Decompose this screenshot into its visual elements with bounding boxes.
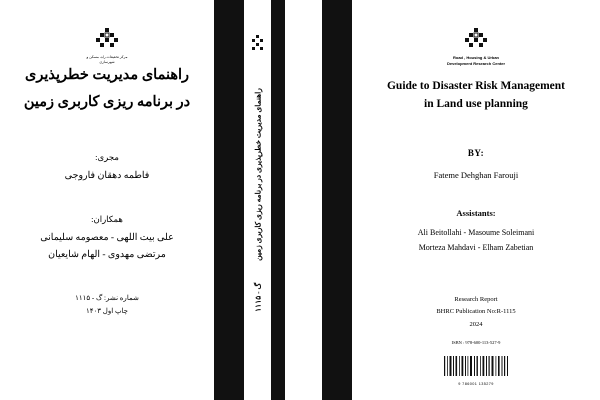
cover-band-right [322,0,352,400]
front-assistants-label: Assistants: [456,208,496,218]
front-publication-number: BHRC Publication No:R-1115 [436,308,516,316]
book-spine [244,0,271,400]
spine-emblem-icon [250,34,266,54]
back-assistants-line-1: علی بیت اللهی - معصومه سلیمانی [40,233,174,243]
front-logo-caption-line-1: Road , Housing & Urban [453,55,499,60]
front-title-line-1: Guide to Disaster Risk Management [386,80,566,92]
back-cover-title [0,62,214,116]
front-by-label: BY: [467,148,485,158]
spine-title: راهنمای مدیریت خطرپذیری در برنامه ریزی کاربری زمین [253,88,262,261]
isbn-barcode [443,356,509,386]
back-edition: چاپ اول ۱۴۰۳ [85,307,128,316]
barcode-number: 9 786001 135279 [458,382,494,386]
cover-band-left [214,0,244,400]
spine-text [253,78,262,322]
back-title-line-2: در برنامه ریزی کاربری زمین [23,93,191,110]
back-author-name: فاطمه دهقان فاروجی [64,171,150,181]
front-report-label: Research Report [454,296,498,303]
front-cover [352,0,600,400]
back-assistants-label: همکاران: [91,214,123,224]
back-author-label: مجری: [95,152,119,162]
front-assistants-names [352,226,600,256]
front-isbn: ISBN : 978-600-113-527-9 [451,340,501,345]
front-author-name: Fateme Dehghan Farouji [433,170,519,180]
front-cover-publication-info [352,294,600,331]
front-year: 2024 [469,320,483,328]
barcode-icon [443,356,509,376]
back-cover [0,0,214,400]
spine-publication-number: گ - ۱۱۱۵ [253,282,262,312]
back-publication-number: شماره نشر: گ - ۱۱۱۵ [75,294,139,302]
back-logo-caption: مرکز تحقیقات راه، مسکن و شهرسازی [86,55,128,65]
back-cover-author-block [0,152,214,185]
front-assistants-line-2: Morteza Mahdavi - Elham Zabetian [418,242,534,252]
front-title-line-2: in Land use planning [424,97,528,110]
front-logo-caption-line-2: Development Research Center [446,61,506,66]
front-assistants-line-1: Ali Beitollahi - Masoume Soleimani [417,228,535,237]
institution-emblem-icon-front [463,26,489,52]
research-center-logo-front [433,26,519,67]
back-cover-assistants-block [0,214,214,263]
research-center-logo-back [80,26,134,66]
front-cover-title [362,78,590,114]
cover-band-middle [271,0,285,400]
institution-emblem-icon [94,26,120,52]
back-title-line-1: راهنمای مدیریت خطرپذیری [24,67,190,83]
back-assistants-line-2: مرتضی مهدوی - الهام شایعیان [48,249,166,260]
back-cover-publication-info [0,292,214,319]
